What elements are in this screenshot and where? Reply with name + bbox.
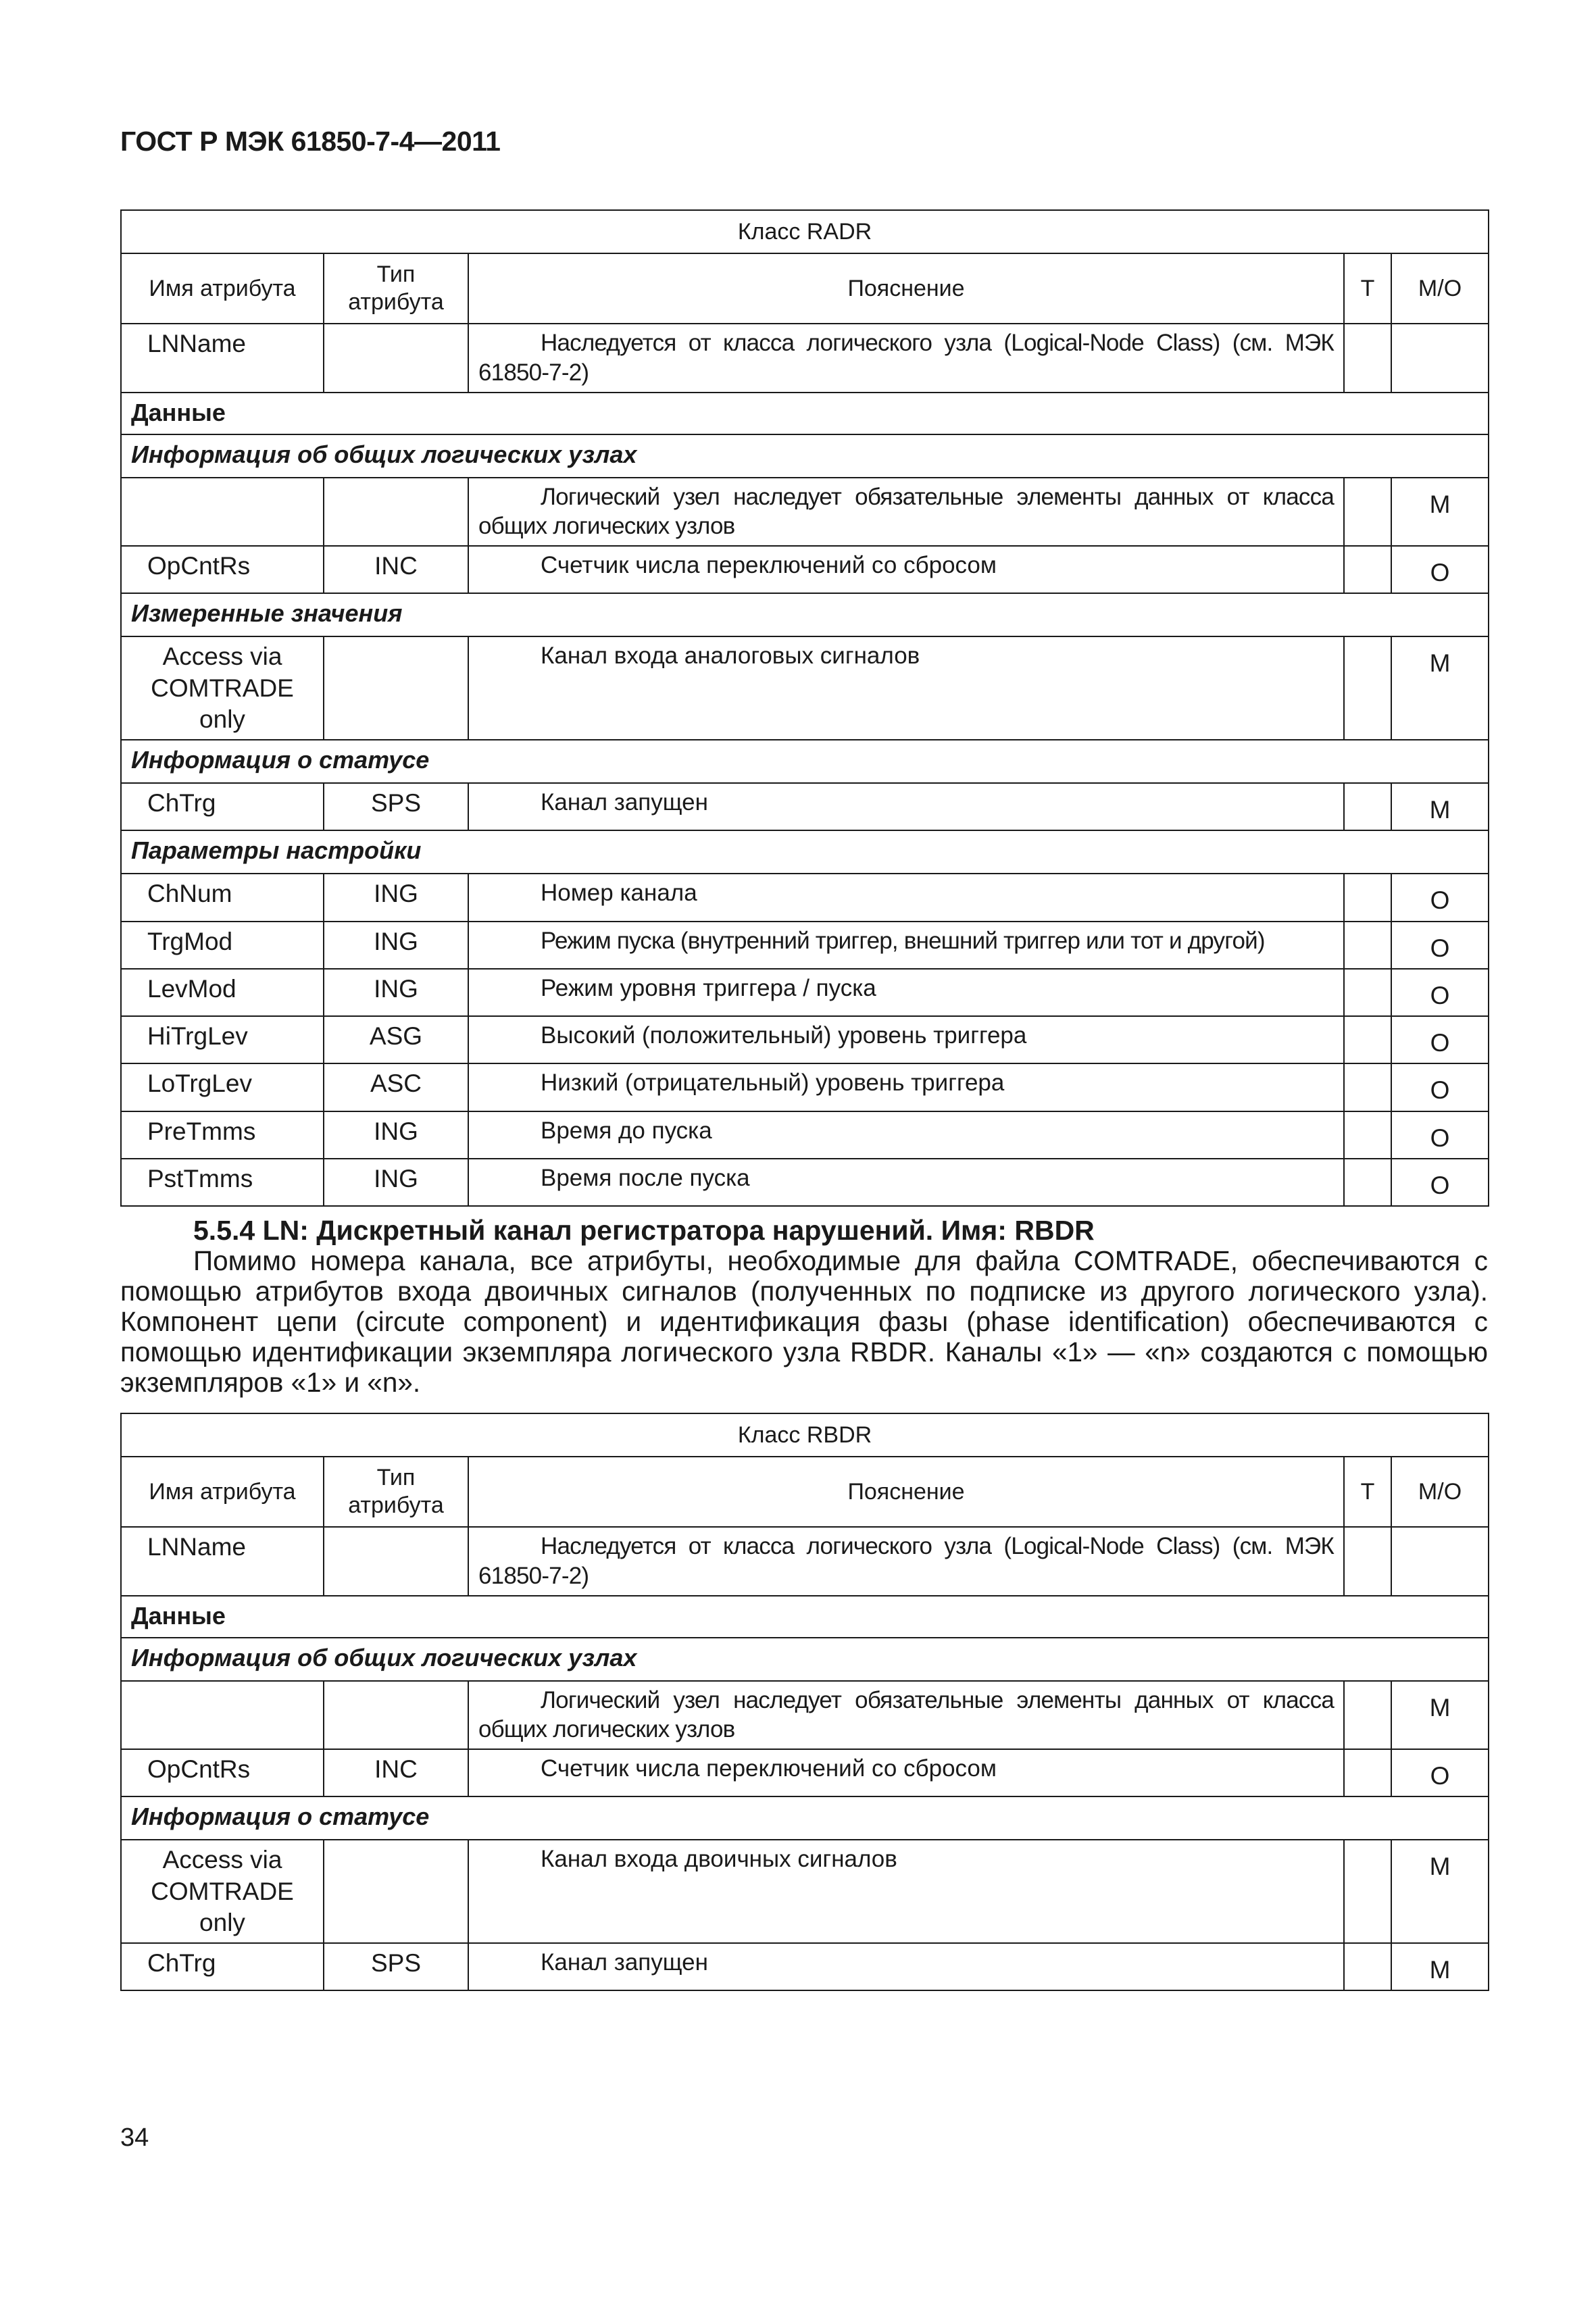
attribute-type-cell: [324, 636, 468, 740]
section-heading: Информация о статусе: [121, 740, 1489, 783]
section-row: [121, 434, 1489, 478]
attribute-name-cell: TrgMod: [121, 922, 324, 969]
description-cell: Канал запущен: [468, 1943, 1344, 1990]
description-cell: Время до пуска: [468, 1111, 1344, 1159]
attribute-type-cell: ING: [324, 874, 468, 921]
t-cell: [1344, 636, 1391, 740]
description-cell: Время после пуска: [468, 1159, 1344, 1206]
attribute-type-cell: ASG: [324, 1016, 468, 1063]
section-row: [121, 1596, 1489, 1638]
header-attribute-name: Имя атрибута: [121, 1457, 324, 1527]
header-description: Пояснение: [468, 1457, 1344, 1527]
attribute-type-cell: INC: [324, 1749, 468, 1796]
mo-cell: M: [1391, 783, 1489, 830]
page-number: 34: [120, 2123, 149, 2152]
mo-cell: O: [1391, 1016, 1489, 1063]
attribute-name-cell: PreTmms: [121, 1111, 324, 1159]
header-mo: M/O: [1391, 1457, 1489, 1527]
t-cell: [1344, 1159, 1391, 1206]
table-row: [121, 783, 1489, 830]
class-radr-table: [120, 209, 1489, 1207]
attribute-type-cell: [324, 1681, 468, 1750]
t-cell: [1344, 478, 1391, 547]
table-body: [121, 210, 1489, 1206]
table-body: [121, 1413, 1489, 1990]
table-row: [121, 1840, 1489, 1943]
section-row: [121, 1638, 1489, 1681]
description-cell: Канал запущен: [468, 783, 1344, 830]
header-description: Пояснение: [468, 253, 1344, 324]
mo-cell: O: [1391, 1159, 1489, 1206]
table-row: [121, 1063, 1489, 1111]
class-title: Класс RBDR: [121, 1413, 1489, 1457]
attribute-name-cell: Access via COMTRADE only: [121, 1840, 324, 1943]
description-cell: Канал входа двоичных сигналов: [468, 1840, 1344, 1943]
attribute-name-cell: [121, 1681, 324, 1750]
attribute-name-cell: ChNum: [121, 874, 324, 921]
t-cell: [1344, 969, 1391, 1016]
description-cell: Номер канала: [468, 874, 1344, 921]
attribute-type-cell: [324, 1840, 468, 1943]
attribute-type-cell: [324, 478, 468, 547]
attribute-name-cell: Access via COMTRADE only: [121, 636, 324, 740]
header-attribute-name: Имя атрибута: [121, 253, 324, 324]
description-cell: Режим уровня триггера / пуска: [468, 969, 1344, 1016]
table-row: [121, 546, 1489, 593]
t-cell: [1344, 783, 1391, 830]
attribute-name-cell: [121, 478, 324, 547]
t-cell: [1344, 546, 1391, 593]
section-paragraph: Помимо номера канала, все атрибуты, необходимые для файла COMTRADE, обеспечиваются с помощью атрибутов входа двоичных сигналов (полученных по подписке из другого логического узла). Компонент цепи (circute component) и идентификация фазы (phase identification) обеспечиваются с помощью идентификации экземпляра логического узла RBDR. Каналы «1» — «n» создаются с помощью экземпляров «1» и «n».: [120, 1245, 1488, 1398]
attribute-name-cell: LoTrgLev: [121, 1063, 324, 1111]
section-heading: Данные: [121, 393, 1489, 434]
attribute-type-cell: ING: [324, 969, 468, 1016]
attribute-name-cell: PstTmms: [121, 1159, 324, 1206]
mo-cell: [1391, 1527, 1489, 1596]
t-cell: [1344, 1840, 1391, 1943]
section-heading: Измеренные значения: [121, 593, 1489, 636]
table-row: [121, 478, 1489, 547]
section-row: [121, 830, 1489, 874]
attribute-name-cell: OpCntRs: [121, 1749, 324, 1796]
mo-cell: M: [1391, 636, 1489, 740]
attribute-type-cell: INC: [324, 546, 468, 593]
mo-cell: M: [1391, 1943, 1489, 1990]
table-row: [121, 1749, 1489, 1796]
attribute-type-cell: ING: [324, 922, 468, 969]
description-cell: Счетчик числа переключений со сбросом: [468, 546, 1344, 593]
column-header-row: [121, 253, 1489, 324]
description-cell: Наследуется от класса логического узла (Logical-Node Class) (см. МЭК 61850-7-2): [468, 1527, 1344, 1596]
attribute-type-cell: SPS: [324, 1943, 468, 1990]
t-cell: [1344, 1063, 1391, 1111]
mo-cell: M: [1391, 1681, 1489, 1750]
class-title: Класс RADR: [121, 210, 1489, 253]
description-cell: Наследуется от класса логического узла (Logical-Node Class) (см. МЭК 61850-7-2): [468, 324, 1344, 393]
mo-cell: O: [1391, 546, 1489, 593]
t-cell: [1344, 1016, 1391, 1063]
section-heading: Информация об общих логических узлах: [121, 434, 1489, 478]
description-cell: Логический узел наследует обязательные элементы данных от класса общих логических узлов: [468, 478, 1344, 547]
header-mo: M/O: [1391, 253, 1489, 324]
table-row: [121, 1681, 1489, 1750]
mo-cell: O: [1391, 1063, 1489, 1111]
section-heading: Информация об общих логических узлах: [121, 1638, 1489, 1681]
description-cell: Высокий (положительный) уровень триггера: [468, 1016, 1344, 1063]
class-rbdr-table: [120, 1413, 1489, 1991]
section-heading: Данные: [121, 1596, 1489, 1638]
mo-cell: M: [1391, 478, 1489, 547]
table-row: [121, 1527, 1489, 1596]
column-header-row: [121, 1457, 1489, 1527]
mo-cell: O: [1391, 922, 1489, 969]
table-row: [121, 1159, 1489, 1206]
section-row: [121, 740, 1489, 783]
t-cell: [1344, 922, 1391, 969]
attribute-type-cell: ING: [324, 1111, 468, 1159]
description-cell: Низкий (отрицательный) уровень триггера: [468, 1063, 1344, 1111]
mo-cell: O: [1391, 1749, 1489, 1796]
table-row: [121, 324, 1489, 393]
table-row: [121, 874, 1489, 921]
mo-cell: [1391, 324, 1489, 393]
attribute-type-cell: [324, 324, 468, 393]
table-row: [121, 1111, 1489, 1159]
description-cell: Логический узел наследует обязательные элементы данных от класса общих логических узлов: [468, 1681, 1344, 1750]
attribute-name-cell: OpCntRs: [121, 546, 324, 593]
t-cell: [1344, 1527, 1391, 1596]
attribute-name-cell: LevMod: [121, 969, 324, 1016]
table-row: [121, 1016, 1489, 1063]
description-cell: Канал входа аналоговых сигналов: [468, 636, 1344, 740]
section-heading: Информация о статусе: [121, 1796, 1489, 1840]
t-cell: [1344, 324, 1391, 393]
attribute-type-cell: [324, 1527, 468, 1596]
mo-cell: O: [1391, 1111, 1489, 1159]
section-row: [121, 1796, 1489, 1840]
t-cell: [1344, 1111, 1391, 1159]
mo-cell: O: [1391, 969, 1489, 1016]
description-cell: Режим пуска (внутренний триггер, внешний триггер или тот и другой): [468, 922, 1344, 969]
header-t: Т: [1344, 253, 1391, 324]
attribute-name-cell: LNName: [121, 324, 324, 393]
t-cell: [1344, 1681, 1391, 1750]
attribute-name-cell: LNName: [121, 1527, 324, 1596]
table-row: [121, 1943, 1489, 1990]
attribute-name-cell: ChTrg: [121, 1943, 324, 1990]
document-code-header: ГОСТ Р МЭК 61850-7-4—2011: [120, 126, 501, 157]
mo-cell: M: [1391, 1840, 1489, 1943]
mo-cell: O: [1391, 874, 1489, 921]
table-row: [121, 636, 1489, 740]
attribute-type-cell: ASC: [324, 1063, 468, 1111]
attribute-type-cell: SPS: [324, 783, 468, 830]
section-title: 5.5.4 LN: Дискретный канал регистратора нарушений. Имя: RBDR: [193, 1215, 1095, 1246]
t-cell: [1344, 1749, 1391, 1796]
attribute-type-cell: ING: [324, 1159, 468, 1206]
section-row: [121, 593, 1489, 636]
header-attribute-type: Тип атрибута: [324, 253, 468, 324]
table-row: [121, 969, 1489, 1016]
description-cell: Счетчик числа переключений со сбросом: [468, 1749, 1344, 1796]
header-t: Т: [1344, 1457, 1391, 1527]
t-cell: [1344, 874, 1391, 921]
attribute-name-cell: HiTrgLev: [121, 1016, 324, 1063]
table-row: [121, 922, 1489, 969]
header-attribute-type: Тип атрибута: [324, 1457, 468, 1527]
t-cell: [1344, 1943, 1391, 1990]
attribute-name-cell: ChTrg: [121, 783, 324, 830]
section-heading: Параметры настройки: [121, 830, 1489, 874]
section-row: [121, 393, 1489, 434]
